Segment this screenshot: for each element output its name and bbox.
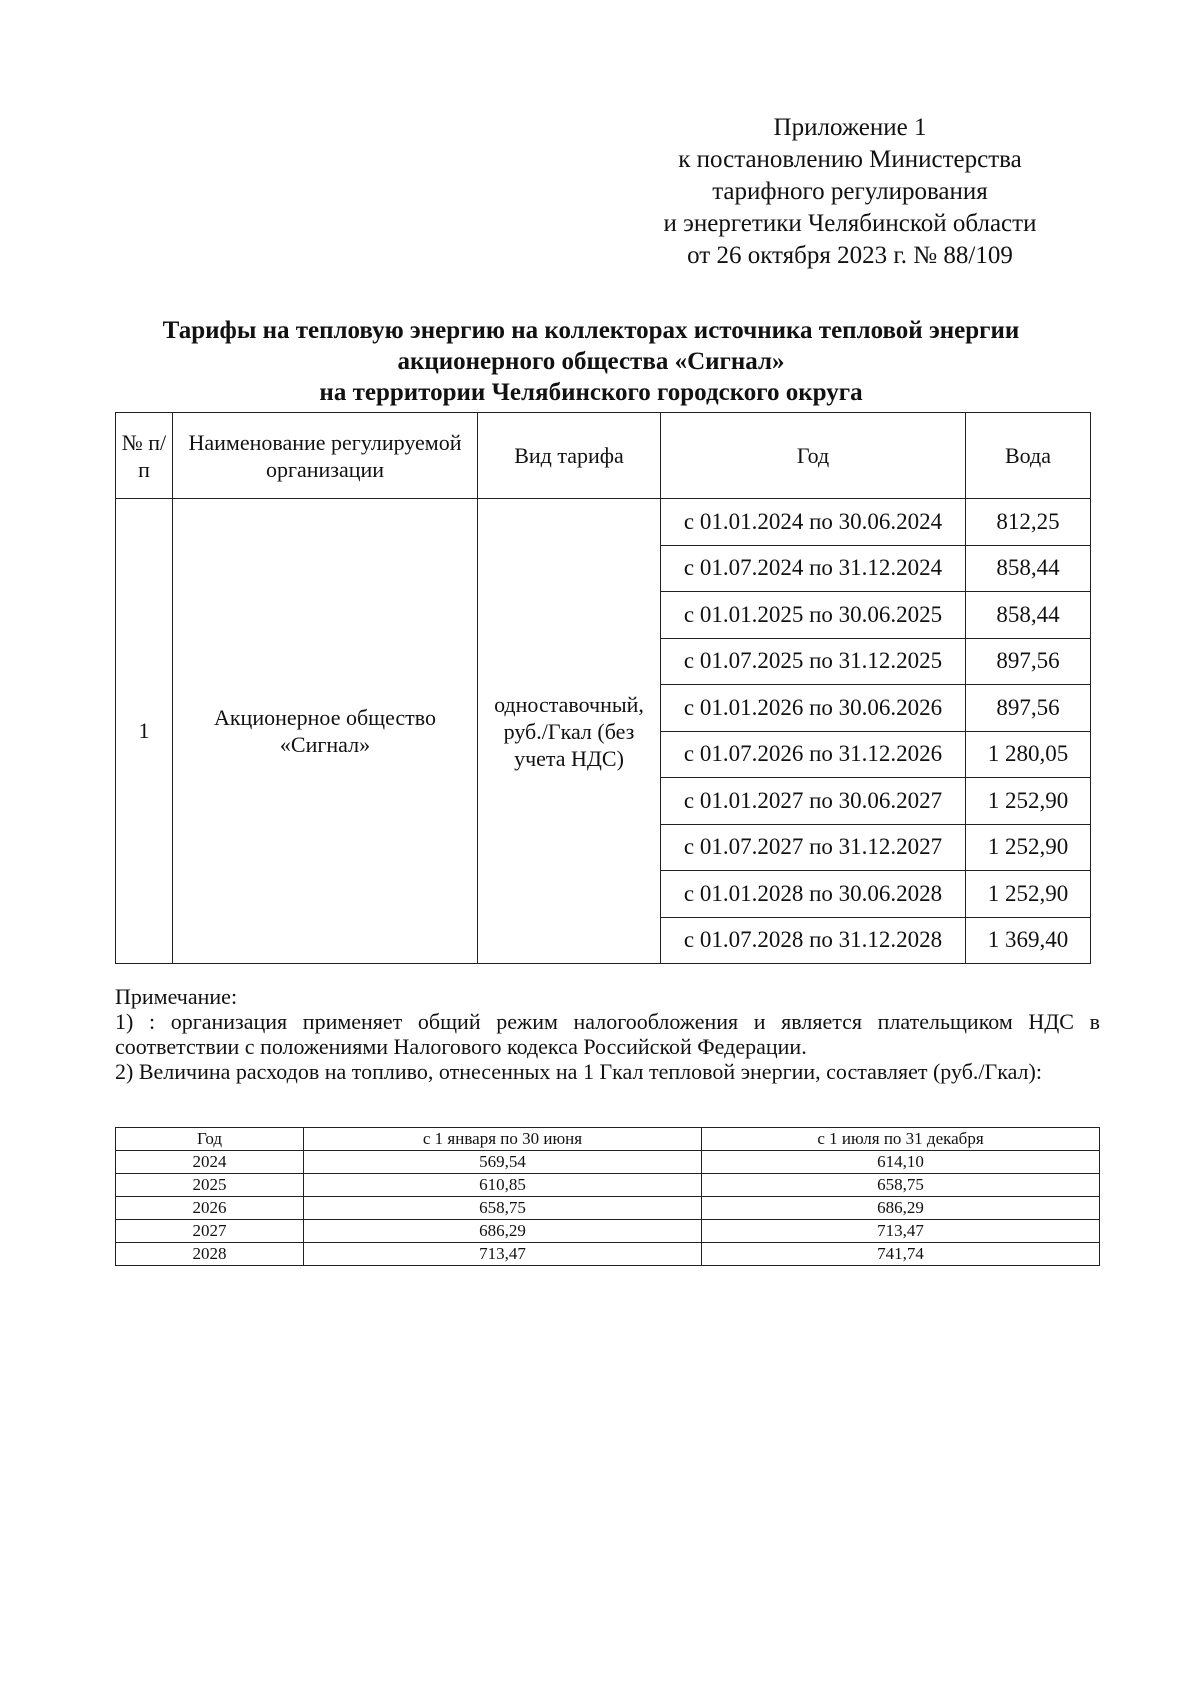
period-cell: с 01.07.2027 по 31.12.2027 — [661, 824, 966, 871]
fuel-h1-value: 569,54 — [304, 1151, 702, 1174]
table-row — [116, 1197, 1100, 1220]
period-cell: с 01.01.2026 по 30.06.2026 — [661, 685, 966, 732]
document-title — [60, 315, 1122, 408]
appendix-line: тарифного регулирования — [712, 178, 988, 205]
period-cell: с 01.01.2027 по 30.06.2027 — [661, 778, 966, 825]
table-row — [116, 1220, 1100, 1243]
table-row — [116, 1151, 1100, 1174]
row-number: 1 — [116, 499, 173, 964]
period-cell: с 01.07.2024 по 31.12.2024 — [661, 545, 966, 592]
title-line: на территории Челябинского городского округа — [319, 379, 863, 406]
fuel-h2-value: 614,10 — [702, 1151, 1100, 1174]
appendix-line: Приложение 1 — [773, 114, 927, 141]
appendix-line: к постановлению Министерства — [678, 146, 1022, 173]
tariff-header-row — [116, 413, 1091, 499]
water-value: 897,56 — [966, 638, 1091, 685]
water-value: 897,56 — [966, 685, 1091, 732]
fuel-header-h1: с 1 января по 30 июня — [304, 1128, 702, 1151]
fuel-header-row — [116, 1128, 1100, 1151]
water-value: 1 280,05 — [966, 731, 1091, 778]
fuel-h1-value: 610,85 — [304, 1174, 702, 1197]
fuel-h2-value: 686,29 — [702, 1197, 1100, 1220]
header-water: Вода — [966, 413, 1091, 499]
appendix-line: и энергетики Челябинской области — [663, 210, 1037, 237]
fuel-h2-value: 658,75 — [702, 1174, 1100, 1197]
fuel-h2-value: 741,74 — [702, 1243, 1100, 1266]
fuel-h1-value: 713,47 — [304, 1243, 702, 1266]
fuel-h1-value: 686,29 — [304, 1220, 702, 1243]
title-line: акционерного общества «Сигнал» — [397, 348, 785, 375]
fuel-header-year: Год — [116, 1128, 304, 1151]
note-1: 1) : организация применяет общий режим налогообложения и является плательщиком НДС в соответствии с положениями Налогового кодекса Российской Федерации. — [115, 1009, 1100, 1059]
water-value: 1 369,40 — [966, 917, 1091, 964]
period-cell: с 01.07.2026 по 31.12.2026 — [661, 731, 966, 778]
period-cell: с 01.01.2024 по 30.06.2024 — [661, 499, 966, 546]
water-value: 858,44 — [966, 592, 1091, 639]
fuel-header-h2: с 1 июля по 31 декабря — [702, 1128, 1100, 1151]
fuel-year: 2026 — [116, 1197, 304, 1220]
note-2: 2) Величина расходов на топливо, отнесенных на 1 Гкал тепловой энергии, составляет (руб./Гкал): — [115, 1059, 1042, 1084]
fuel-h2-value: 713,47 — [702, 1220, 1100, 1243]
header-type: Вид тарифа — [478, 413, 661, 499]
fuel-year: 2024 — [116, 1151, 304, 1174]
tariff-table — [115, 412, 1091, 964]
appendix-header — [600, 112, 1100, 272]
table-row — [116, 1174, 1100, 1197]
period-cell: с 01.07.2028 по 31.12.2028 — [661, 917, 966, 964]
period-cell: с 01.07.2025 по 31.12.2025 — [661, 638, 966, 685]
water-value: 1 252,90 — [966, 871, 1091, 918]
fuel-year: 2027 — [116, 1220, 304, 1243]
notes-heading: Примечание: — [115, 984, 238, 1009]
fuel-cost-table — [115, 1127, 1100, 1266]
header-org: Наименование регулируемой организации — [173, 413, 478, 499]
water-value: 812,25 — [966, 499, 1091, 546]
header-year: Год — [661, 413, 966, 499]
water-value: 1 252,90 — [966, 778, 1091, 825]
period-cell: с 01.01.2025 по 30.06.2025 — [661, 592, 966, 639]
period-cell: с 01.01.2028 по 30.06.2028 — [661, 871, 966, 918]
tariff-type: одноставочный, руб./Гкал (без учета НДС) — [478, 499, 661, 964]
water-value: 858,44 — [966, 545, 1091, 592]
notes-section — [115, 984, 1100, 1084]
fuel-year: 2028 — [116, 1243, 304, 1266]
table-row — [116, 499, 1091, 546]
title-line: Тарифы на тепловую энергию на коллекторах источника тепловой энергии — [162, 317, 1020, 344]
header-num: № п/п — [116, 413, 173, 499]
fuel-h1-value: 658,75 — [304, 1197, 702, 1220]
appendix-line: от 26 октября 2023 г. № 88/109 — [687, 242, 1013, 269]
organization-name: Акционерное общество «Сигнал» — [173, 499, 478, 964]
table-row — [116, 1243, 1100, 1266]
fuel-year: 2025 — [116, 1174, 304, 1197]
water-value: 1 252,90 — [966, 824, 1091, 871]
